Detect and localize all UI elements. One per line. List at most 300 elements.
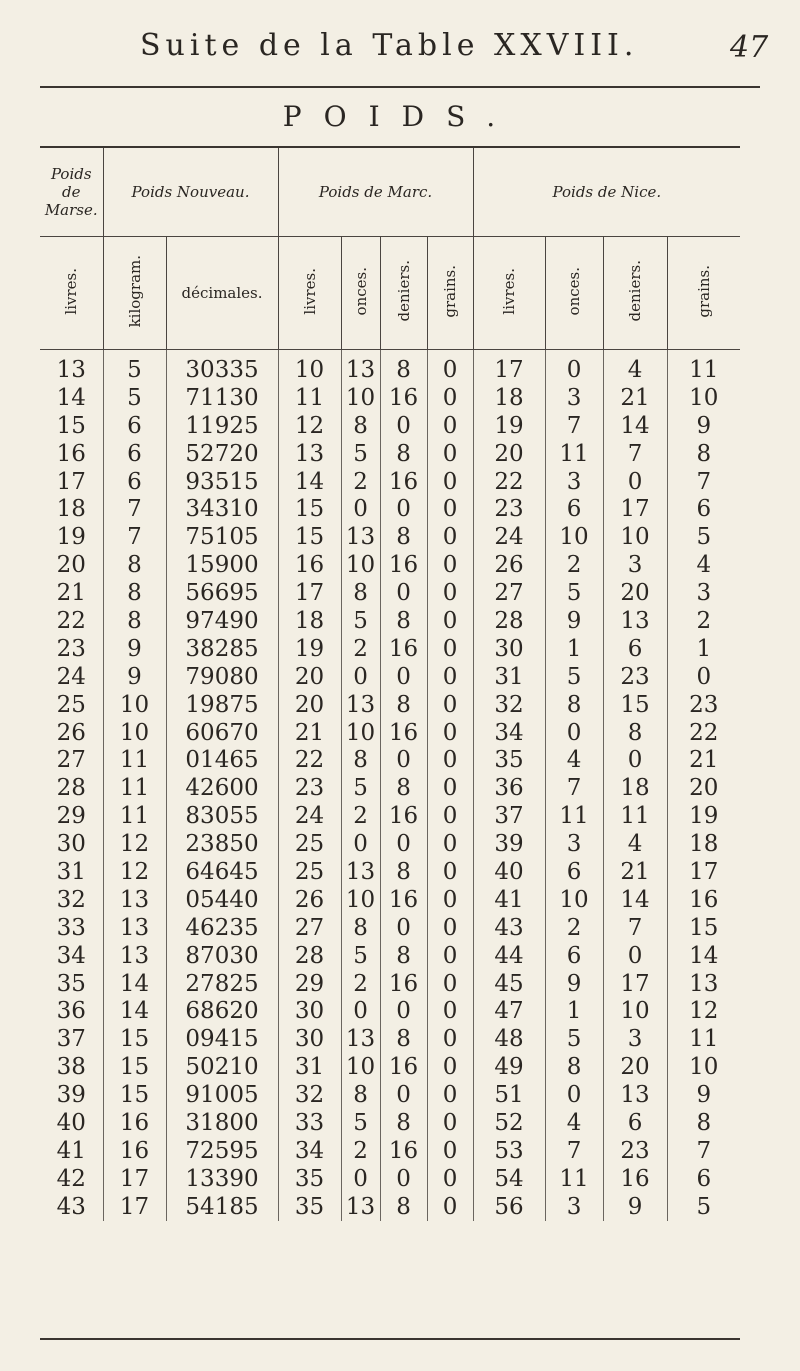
table-row [40,858,740,886]
cell-nice-onces: 0 [545,350,603,384]
cell-nice-onces: 2 [545,551,603,579]
cell-marse-livres: 23 [56,635,86,662]
cell-nice-deniers: 23 [603,1137,667,1165]
cell-nice-livres: 34 [473,719,545,747]
table-row [40,607,740,635]
cell-nice-onces: 4 [545,746,603,774]
cell-kilogram: 9 [103,663,166,691]
cell-kilogram: 6 [103,440,166,468]
cell-marc-deniers: 8 [380,523,427,551]
cell-nice-deniers: 14 [603,412,667,440]
cell-nice-grains: 22 [667,719,740,747]
cell-marse-livres: 36 [56,998,86,1025]
cell-marse-livres: 14 [56,384,86,411]
cell-marc-grains: 0 [427,607,473,635]
cell-marc-grains: 0 [427,802,473,830]
cell-kilogram: 6 [103,412,166,440]
cell-nice-grains: 8 [667,1109,740,1137]
cell-nice-onces: 3 [545,468,603,496]
table-row [40,663,740,691]
cell-nice-grains: 23 [667,691,740,719]
cell-marc-livres: 35 [278,1193,341,1221]
cell-nice-onces: 3 [545,1193,603,1221]
cell-nice-grains: 15 [667,914,740,942]
cell-nice-livres: 18 [473,384,545,412]
cell-nice-onces: 3 [545,830,603,858]
cell-marc-deniers: 8 [380,691,427,719]
cell-decimales: 64645 [166,858,278,886]
cell-decimales: 27825 [166,970,278,998]
cell-kilogram: 12 [103,858,166,886]
cell-marc-livres: 32 [278,1081,341,1109]
cell-nice-deniers: 18 [603,774,667,802]
cell-decimales: 31800 [166,1109,278,1137]
cell-marc-deniers: 16 [380,802,427,830]
cell-marse-livres: 42 [56,1165,86,1192]
cell-nice-grains: 9 [667,412,740,440]
cell-marc-livres: 13 [278,440,341,468]
cell-decimales: 91005 [166,1081,278,1109]
cell-marc-grains: 0 [427,691,473,719]
cell-marc-deniers: 0 [380,914,427,942]
cell-marse-livres: 15 [56,412,86,439]
cell-nice-deniers: 17 [603,970,667,998]
cell-nice-onces: 6 [545,942,603,970]
table-row [40,997,740,1025]
cell-marc-livres: 20 [278,663,341,691]
cell-nice-grains: 5 [667,523,740,551]
table-row [40,1109,740,1137]
cell-nice-deniers: 16 [603,1165,667,1193]
cell-marc-deniers: 8 [380,942,427,970]
page-header [0,0,800,90]
cell-marc-grains: 0 [427,719,473,747]
cell-decimales: 11925 [166,412,278,440]
cell-marc-grains: 0 [427,440,473,468]
cell-marc-onces: 5 [341,440,380,468]
cell-marc-deniers: 0 [380,579,427,607]
cell-marc-onces: 10 [341,1053,380,1081]
cell-decimales: 50210 [166,1053,278,1081]
table-row [40,1137,740,1165]
cell-marc-livres: 14 [278,468,341,496]
cell-kilogram: 6 [103,468,166,496]
cell-marse-livres: 33 [56,914,86,941]
cell-marc-grains: 0 [427,579,473,607]
cell-decimales: 30335 [166,350,278,384]
cell-nice-livres: 22 [473,468,545,496]
table-row [40,384,740,412]
table-row [40,495,740,523]
col-header-nice-livres: livres. [473,237,545,350]
cell-decimales: 52720 [166,440,278,468]
cell-marc-deniers: 16 [380,886,427,914]
cell-nice-livres: 53 [473,1137,545,1165]
col-header-marc-onces: onces. [341,237,380,350]
cell-marse-livres: 17 [56,468,86,495]
table-row [40,746,740,774]
cell-kilogram: 13 [103,942,166,970]
cell-kilogram: 15 [103,1081,166,1109]
cell-nice-livres: 17 [473,350,545,384]
cell-nice-deniers: 14 [603,886,667,914]
cell-kilogram: 15 [103,1025,166,1053]
cell-kilogram: 14 [103,970,166,998]
cell-decimales: 75105 [166,523,278,551]
cell-marc-livres: 17 [278,579,341,607]
table-title: POIDS. [282,100,518,133]
cell-nice-onces: 5 [545,1025,603,1053]
cell-decimales: 09415 [166,1025,278,1053]
table-row [40,1193,740,1221]
cell-marc-onces: 10 [341,719,380,747]
cell-marse-livres: 27 [56,747,86,774]
cell-marc-livres: 30 [278,1025,341,1053]
cell-marc-onces: 13 [341,350,380,384]
cell-nice-grains: 18 [667,830,740,858]
cell-marc-onces: 0 [341,830,380,858]
cell-nice-onces: 9 [545,970,603,998]
cell-marc-onces: 2 [341,970,380,998]
cell-nice-onces: 5 [545,579,603,607]
cell-marc-onces: 10 [341,886,380,914]
cell-marc-grains: 0 [427,551,473,579]
cell-nice-livres: 52 [473,1109,545,1137]
cell-nice-livres: 43 [473,914,545,942]
cell-nice-onces: 7 [545,412,603,440]
table-row [40,1081,740,1109]
table-row [40,914,740,942]
table-row [40,635,740,663]
cell-marc-deniers: 16 [380,1137,427,1165]
cell-marc-onces: 5 [341,774,380,802]
cell-kilogram: 5 [103,384,166,412]
table-body [40,350,740,1221]
cell-marse-livres: 26 [56,719,86,746]
cell-nice-grains: 5 [667,1193,740,1221]
cell-decimales: 34310 [166,495,278,523]
table-row [40,719,740,747]
table-row [40,802,740,830]
cell-marc-onces: 13 [341,1025,380,1053]
cell-marc-grains: 0 [427,1165,473,1193]
cell-nice-deniers: 15 [603,691,667,719]
cell-marc-livres: 18 [278,607,341,635]
col-header-nice-deniers: deniers. [603,237,667,350]
cell-nice-deniers: 4 [603,350,667,384]
cell-nice-onces: 6 [545,858,603,886]
cell-marc-livres: 28 [278,942,341,970]
cell-marc-deniers: 8 [380,774,427,802]
cell-kilogram: 7 [103,523,166,551]
cell-marse-livres: 37 [56,1026,86,1053]
cell-marc-livres: 23 [278,774,341,802]
cell-marc-grains: 0 [427,1053,473,1081]
cell-nice-onces: 11 [545,802,603,830]
cell-marc-deniers: 8 [380,607,427,635]
cell-nice-grains: 11 [667,1025,740,1053]
table-row [40,1053,740,1081]
cell-kilogram: 17 [103,1193,166,1221]
cell-marse-livres: 41 [56,1137,86,1164]
cell-marc-onces: 10 [341,551,380,579]
cell-nice-livres: 49 [473,1053,545,1081]
cell-nice-livres: 47 [473,997,545,1025]
group-header-marc: Poids de Marc. [278,148,473,237]
cell-decimales: 23850 [166,830,278,858]
cell-marc-grains: 0 [427,1137,473,1165]
cell-marse-livres: 28 [56,775,86,802]
cell-marc-onces: 2 [341,1137,380,1165]
cell-nice-onces: 11 [545,440,603,468]
cell-marc-deniers: 0 [380,746,427,774]
cell-marc-grains: 0 [427,635,473,663]
cell-marc-onces: 2 [341,802,380,830]
cell-nice-livres: 54 [473,1165,545,1193]
col-header-marc-grains: grains. [427,237,473,350]
cell-marc-livres: 20 [278,691,341,719]
cell-marc-deniers: 8 [380,440,427,468]
cell-nice-deniers: 10 [603,997,667,1025]
group-header-nouveau: Poids Nouveau. [103,148,278,237]
cell-nice-livres: 26 [473,551,545,579]
cell-nice-onces: 7 [545,774,603,802]
cell-nice-livres: 24 [473,523,545,551]
cell-marc-deniers: 16 [380,384,427,412]
cell-marse-livres: 43 [56,1193,86,1220]
cell-marc-grains: 0 [427,914,473,942]
cell-marse-livres: 20 [56,552,86,579]
cell-nice-grains: 14 [667,942,740,970]
col-header-marse-livres: livres. [40,237,103,350]
cell-marc-deniers: 0 [380,663,427,691]
cell-nice-livres: 27 [473,579,545,607]
cell-marse-livres: 24 [56,663,86,690]
cell-kilogram: 12 [103,830,166,858]
cell-nice-deniers: 8 [603,719,667,747]
cell-nice-deniers: 7 [603,914,667,942]
cell-kilogram: 13 [103,914,166,942]
cell-marse-livres: 16 [56,440,86,467]
cell-marc-onces: 5 [341,942,380,970]
cell-marse-livres: 18 [56,496,86,523]
cell-nice-onces: 7 [545,1137,603,1165]
cell-marc-grains: 0 [427,1109,473,1137]
cell-nice-livres: 39 [473,830,545,858]
cell-marse-livres: 31 [56,858,86,885]
cell-marse-livres: 19 [56,524,86,551]
cell-decimales: 71130 [166,384,278,412]
table-row [40,942,740,970]
cell-decimales: 54185 [166,1193,278,1221]
cell-decimales: 38285 [166,635,278,663]
cell-marc-deniers: 16 [380,970,427,998]
cell-nice-deniers: 11 [603,802,667,830]
group-header-nice: Poids de Nice. [473,148,740,237]
cell-marc-deniers: 8 [380,858,427,886]
cell-kilogram: 8 [103,551,166,579]
cell-nice-livres: 35 [473,746,545,774]
cell-nice-grains: 7 [667,468,740,496]
cell-marc-deniers: 0 [380,830,427,858]
cell-marse-livres: 22 [56,607,86,634]
cell-marse-livres: 40 [56,1109,86,1136]
cell-kilogram: 5 [103,350,166,384]
cell-nice-grains: 6 [667,495,740,523]
cell-nice-onces: 3 [545,384,603,412]
col-header-marc-livres: livres. [278,237,341,350]
cell-decimales: 87030 [166,942,278,970]
cell-decimales: 42600 [166,774,278,802]
cell-decimales: 46235 [166,914,278,942]
cell-nice-deniers: 0 [603,942,667,970]
cell-marc-deniers: 0 [380,1081,427,1109]
cell-nice-deniers: 20 [603,579,667,607]
cell-marc-onces: 2 [341,468,380,496]
cell-decimales: 93515 [166,468,278,496]
page-number: 47 [730,30,769,65]
cell-marc-onces: 10 [341,384,380,412]
cell-nice-grains: 0 [667,663,740,691]
cell-decimales: 79080 [166,663,278,691]
cell-marse-livres: 38 [56,1054,86,1081]
col-header-kilogram: kilogram. [103,237,166,350]
cell-nice-deniers: 10 [603,523,667,551]
cell-marc-grains: 0 [427,523,473,551]
cell-marse-livres: 34 [56,942,86,969]
cell-marse-livres: 30 [56,831,86,858]
cell-nice-livres: 45 [473,970,545,998]
cell-nice-livres: 31 [473,663,545,691]
cell-marc-livres: 26 [278,886,341,914]
cell-marc-grains: 0 [427,1081,473,1109]
cell-nice-grains: 20 [667,774,740,802]
cell-marc-livres: 12 [278,412,341,440]
table-row [40,886,740,914]
table-row [40,579,740,607]
cell-kilogram: 9 [103,635,166,663]
cell-nice-deniers: 9 [603,1193,667,1221]
cell-kilogram: 13 [103,886,166,914]
cell-marc-livres: 25 [278,858,341,886]
weights-table [40,146,740,1340]
cell-nice-livres: 20 [473,440,545,468]
cell-nice-grains: 19 [667,802,740,830]
col-header-marc-deniers: deniers. [380,237,427,350]
cell-nice-onces: 2 [545,914,603,942]
col-header-nice-onces: onces. [545,237,603,350]
cell-nice-grains: 17 [667,858,740,886]
cell-nice-grains: 1 [667,635,740,663]
cell-nice-deniers: 20 [603,1053,667,1081]
cell-marc-onces: 8 [341,1081,380,1109]
cell-nice-livres: 51 [473,1081,545,1109]
cell-marc-deniers: 8 [380,1109,427,1137]
cell-nice-grains: 21 [667,746,740,774]
cell-marc-deniers: 16 [380,1053,427,1081]
cell-kilogram: 11 [103,774,166,802]
cell-marc-deniers: 16 [380,468,427,496]
cell-marc-deniers: 8 [380,350,427,384]
cell-marc-deniers: 0 [380,412,427,440]
cell-nice-deniers: 0 [603,746,667,774]
table-row [40,551,740,579]
cell-nice-grains: 2 [667,607,740,635]
cell-marse-livres: 29 [56,803,86,830]
cell-nice-livres: 48 [473,1025,545,1053]
cell-nice-livres: 32 [473,691,545,719]
cell-nice-deniers: 7 [603,440,667,468]
cell-nice-grains: 13 [667,970,740,998]
running-title: Suite de la Table XXVIII. [140,28,639,63]
cell-nice-livres: 40 [473,858,545,886]
cell-nice-deniers: 4 [603,830,667,858]
cell-kilogram: 15 [103,1053,166,1081]
cell-marc-deniers: 16 [380,551,427,579]
table-row [40,830,740,858]
cell-marc-grains: 0 [427,412,473,440]
cell-marc-livres: 31 [278,1053,341,1081]
cell-marc-grains: 0 [427,1025,473,1053]
cell-nice-deniers: 13 [603,607,667,635]
cell-marc-onces: 8 [341,412,380,440]
cell-marc-onces: 13 [341,1193,380,1221]
cell-nice-grains: 3 [667,579,740,607]
cell-nice-livres: 23 [473,495,545,523]
cell-decimales: 68620 [166,997,278,1025]
cell-nice-grains: 10 [667,1053,740,1081]
cell-nice-onces: 9 [545,607,603,635]
cell-decimales: 19875 [166,691,278,719]
cell-nice-onces: 0 [545,1081,603,1109]
cell-kilogram: 16 [103,1109,166,1137]
cell-marc-grains: 0 [427,468,473,496]
cell-nice-onces: 1 [545,997,603,1025]
cell-marc-grains: 0 [427,663,473,691]
cell-kilogram: 16 [103,1137,166,1165]
cell-decimales: 13390 [166,1165,278,1193]
cell-marc-onces: 0 [341,663,380,691]
cell-nice-onces: 0 [545,719,603,747]
cell-marc-livres: 30 [278,997,341,1025]
cell-marse-livres: 39 [56,1082,86,1109]
cell-marc-onces: 5 [341,607,380,635]
table-row [40,774,740,802]
cell-nice-deniers: 23 [603,663,667,691]
cell-marc-grains: 0 [427,858,473,886]
cell-marc-grains: 0 [427,886,473,914]
cell-marc-grains: 0 [427,350,473,384]
cell-kilogram: 10 [103,691,166,719]
cell-marc-deniers: 0 [380,997,427,1025]
cell-nice-deniers: 6 [603,1109,667,1137]
cell-marc-livres: 33 [278,1109,341,1137]
cell-nice-grains: 7 [667,1137,740,1165]
cell-nice-livres: 37 [473,802,545,830]
cell-marc-deniers: 16 [380,635,427,663]
cell-kilogram: 8 [103,579,166,607]
cell-marc-livres: 15 [278,495,341,523]
cell-marc-onces: 0 [341,495,380,523]
cell-nice-deniers: 13 [603,1081,667,1109]
cell-nice-livres: 28 [473,607,545,635]
cell-marc-grains: 0 [427,746,473,774]
cell-decimales: 01465 [166,746,278,774]
cell-marc-grains: 0 [427,1193,473,1221]
cell-nice-deniers: 6 [603,635,667,663]
cell-nice-deniers: 17 [603,495,667,523]
cell-marc-grains: 0 [427,495,473,523]
